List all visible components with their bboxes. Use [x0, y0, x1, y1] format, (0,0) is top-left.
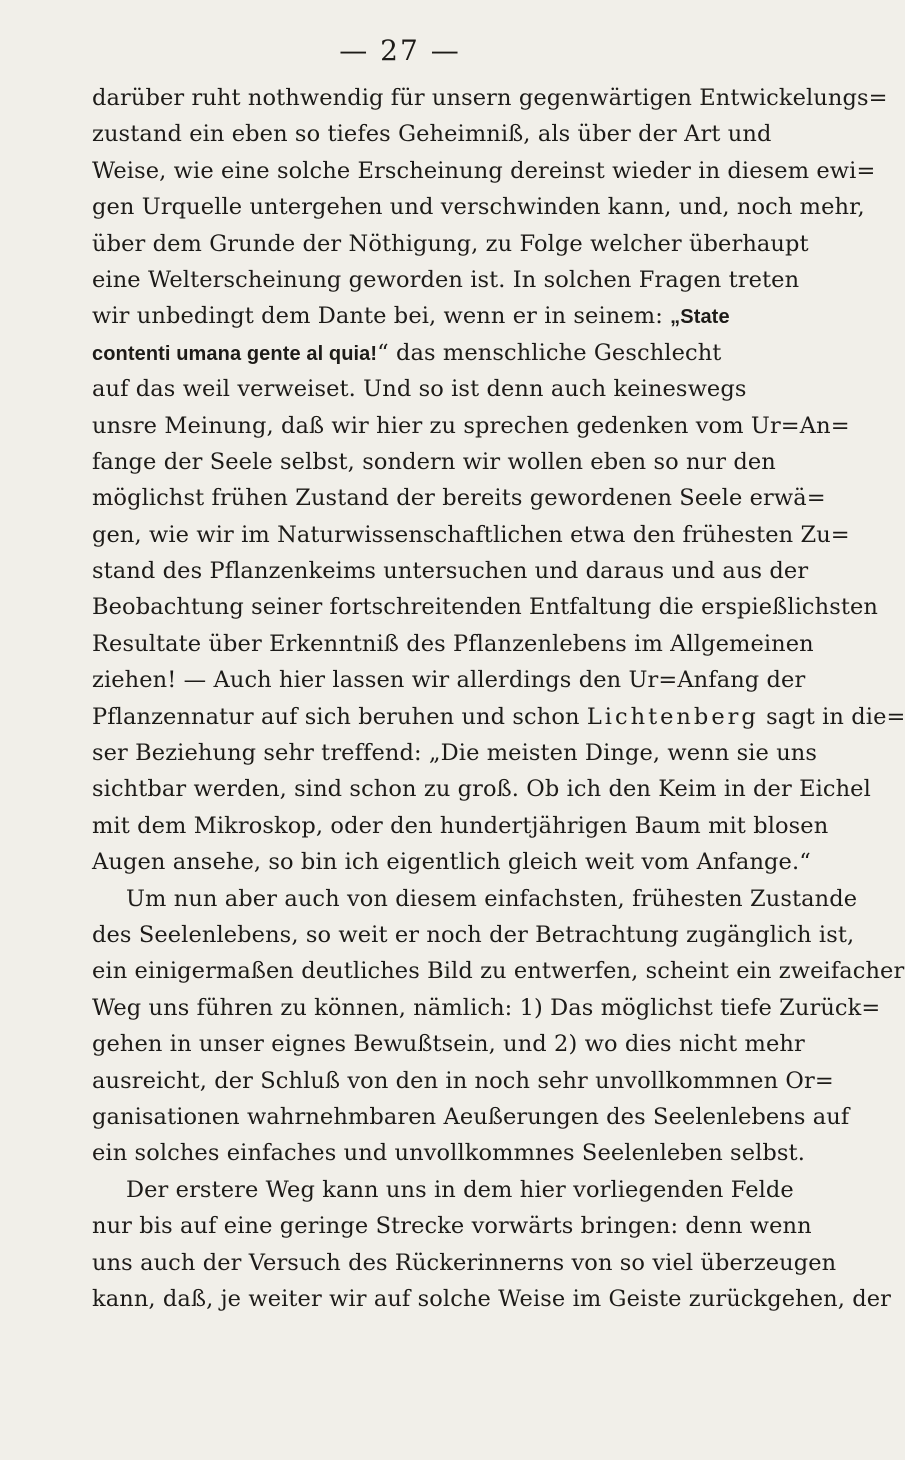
latin-quote-open: „State [670, 306, 730, 329]
text-line: auf das weil verweiset. Und so ist denn auch keineswegs [92, 376, 747, 403]
text-line: ganisationen wahrnehmbaren Aeußerungen des Seelenlebens auf [92, 1103, 850, 1130]
author-name: Lichtenberg [586, 703, 759, 730]
text-segment: Pflanzennatur auf sich beruhen und schon [92, 703, 580, 730]
text-line: ser Beziehung sehr treffend: „Die meisten Dinge, wenn sie uns [92, 740, 818, 767]
text-line: zustand ein eben so tiefes Geheimniß, als über der Art und [92, 121, 772, 148]
text-line: eine Welterscheinung geworden ist. In solchen Fragen treten [92, 266, 800, 293]
text-line: nur bis auf eine geringe Strecke vorwärts bringen: denn wenn [92, 1213, 812, 1240]
text-segment: wir unbedingt dem Dante bei, wenn er in seinem: [92, 303, 663, 330]
page-text [92, 80, 905, 1317]
text-line: Beobachtung seiner fortschreitenden Entfaltung die erspießlichsten [92, 594, 879, 621]
text-segment: sagt in die= [766, 703, 905, 730]
text-line: darüber ruht nothwendig für unsern gegenwärtigen Entwickelungs= [92, 85, 888, 111]
text-line: des Seelenlebens, so weit er noch der Betrachtung zugänglich ist, [92, 921, 855, 948]
text-segment: “ das menschliche Geschlecht [377, 339, 722, 366]
text-line: möglichst frühen Zustand der bereits gewordenen Seele erwä= [92, 485, 826, 512]
text-line: uns auch der Versuch des Rückerinnerns von so viel überzeugen [92, 1249, 837, 1276]
text-line: Weg uns führen zu können, nämlich: 1) Das möglichst tiefe Zurück= [92, 994, 881, 1021]
text-line: unsre Meinung, daß wir hier zu sprechen gedenken vom Ur=An= [92, 412, 850, 439]
text-line [92, 298, 730, 334]
text-line: Der erstere Weg kann uns in dem hier vorliegenden Felde [126, 1176, 794, 1203]
text-line: mit dem Mikroskop, oder den hundertjährigen Baum mit blosen [92, 812, 829, 839]
text-line: Resultate über Erkenntniß des Pflanzenlebens im Allgemeinen [92, 630, 814, 657]
text-line: Um nun aber auch von diesem einfachsten, frühesten Zustande [126, 885, 858, 912]
text-line: stand des Pflanzenkeims untersuchen und daraus und aus der [92, 558, 809, 585]
text-line: über dem Grunde der Nöthigung, zu Folge welcher überhaupt [92, 230, 809, 257]
text-line: ein solches einfaches und unvollkommnes Seelenleben selbst. [92, 1140, 805, 1167]
text-line: fange der Seele selbst, sondern wir wollen eben so nur den [92, 448, 776, 475]
text-line [92, 335, 722, 371]
latin-quote: contenti umana gente al quia! [92, 342, 378, 365]
text-line: kann, daß, je weiter wir auf solche Weise im Geiste zurückgehen, der [92, 1285, 892, 1312]
text-line: ausreicht, der Schluß von den in noch sehr unvollkommnen Or= [92, 1067, 834, 1094]
text-line: sichtbar werden, sind schon zu groß. Ob ich den Keim in der Eichel [92, 776, 871, 803]
text-line: Augen ansehe, so bin ich eigentlich gleich weit vom Anfange.“ [92, 849, 811, 876]
text-line: Weise, wie eine solche Erscheinung dereinst wieder in diesem ewi= [92, 157, 876, 184]
text-line [92, 699, 905, 735]
text-line: gen, wie wir im Naturwissenschaftlichen etwa den frühesten Zu= [92, 521, 850, 548]
text-line: gen Urquelle untergehen und verschwinden kann, und, noch mehr, [92, 194, 865, 221]
page-number: — 27 — [339, 34, 461, 67]
text-line: ziehen! — Auch hier lassen wir allerdings den Ur=Anfang der [92, 667, 806, 694]
text-line: gehen in unser eignes Bewußtsein, und 2) wo dies nicht mehr [92, 1031, 805, 1058]
text-line: ein einigermaßen deutliches Bild zu entwerfen, scheint ein zweifacher [92, 958, 905, 985]
